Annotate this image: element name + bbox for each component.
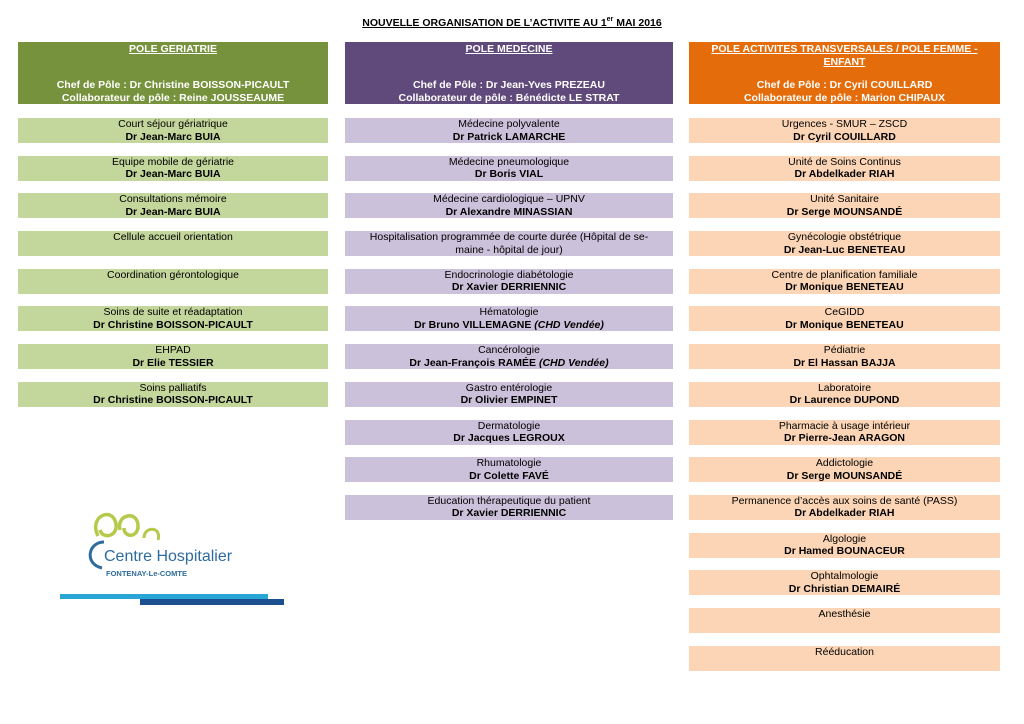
service-doctor: Dr Jean-Marc BUIA <box>125 130 221 143</box>
service-head <box>18 394 328 407</box>
service-name: Soins de suite et réadaptation <box>103 306 243 319</box>
service-name: Ophtalmologie <box>810 570 879 583</box>
pole-transversales-column <box>689 42 1000 683</box>
service-doctor: Dr Colette FAVÉ <box>469 469 549 482</box>
service-box <box>345 306 673 331</box>
service-name: Consultations mémoire <box>119 193 227 206</box>
service-name: Court séjour gériatrique <box>118 118 228 130</box>
service-doctor: Dr Pierre-Jean ARAGON <box>784 432 905 444</box>
service-name: Soins palliatifs <box>139 381 207 394</box>
service-box <box>689 231 1000 256</box>
pole-staff <box>693 79 996 104</box>
service-box <box>689 570 1000 595</box>
service-box <box>345 193 673 218</box>
service-name: Pédiatrie <box>823 344 866 357</box>
pole-title: POLE ACTIVITES TRANSVERSALES / POLE FEMME - ENFANT <box>711 43 978 68</box>
service-name: Rhumatologie <box>476 457 542 470</box>
pole-staff <box>22 79 324 104</box>
pole-collaborateur: Collaborateur de pôle : Bénédicte LE STRAT <box>398 91 620 104</box>
service-doctor: Dr Bruno VILLEMAGNE <box>414 318 532 331</box>
service-box <box>689 420 1000 445</box>
service-head <box>345 206 673 219</box>
service-box <box>345 118 673 143</box>
service-doctor: Dr Elie TESSIER <box>132 356 214 369</box>
service-box <box>689 495 1000 520</box>
service-head <box>689 357 1000 370</box>
service-doctor: Dr El Hassan BAJJA <box>793 356 896 369</box>
service-head <box>345 281 673 294</box>
service-doctor: Dr Cyril COUILLARD <box>793 130 896 143</box>
service-name: Algologie <box>822 532 867 545</box>
service-head <box>689 394 1000 407</box>
service-doctor: Dr Abdelkader RIAH <box>794 168 895 181</box>
service-head <box>18 357 328 370</box>
service-head <box>345 357 673 370</box>
service-name: Centre de planification familiale <box>771 268 918 281</box>
logo-line1: Centre Hospitalier <box>104 548 233 565</box>
service-box <box>689 457 1000 482</box>
service-doctor: Dr Christine BOISSON-PICAULT <box>93 394 253 407</box>
service-doctor: Dr Xavier DERRIENNIC <box>451 507 567 520</box>
pole-title: POLE MEDECINE <box>465 43 553 55</box>
service-head <box>689 507 1000 520</box>
service-name: Dermatologie <box>477 419 541 432</box>
service-name: Pharmacie à usage intérieur <box>778 419 911 432</box>
service-doctor: Dr Jean-François RAMÉE <box>409 356 537 369</box>
service-doctor: Dr Jean-Marc BUIA <box>125 205 221 218</box>
service-box <box>689 156 1000 181</box>
service-head <box>345 470 673 483</box>
service-list <box>345 118 673 520</box>
service-name: Médecine polyvalente <box>458 118 560 130</box>
service-box <box>345 269 673 294</box>
service-box <box>689 646 1000 671</box>
pole-header <box>18 42 328 104</box>
pole-geriatrie-column <box>18 42 328 420</box>
service-doctor: Dr Christine BOISSON-PICAULT <box>93 318 253 331</box>
service-box <box>689 118 1000 143</box>
service-head <box>18 131 328 144</box>
service-head <box>689 168 1000 181</box>
service-name: Cancérologie <box>478 344 540 357</box>
pole-chef: Chef de Pôle : Dr Jean-Yves PREZEAU <box>413 79 605 91</box>
title-superscript: er <box>606 16 614 23</box>
service-name: Equipe mobile de gériatrie <box>112 155 234 168</box>
service-name: CeGIDD <box>824 306 865 319</box>
service-head <box>689 281 1000 294</box>
service-doctor: Dr Boris VIAL <box>474 168 544 181</box>
service-head <box>345 432 673 445</box>
service-box <box>689 269 1000 294</box>
service-head <box>18 319 328 332</box>
service-head <box>689 470 1000 483</box>
service-name: Addictologie <box>815 457 874 470</box>
service-name: Coordination gérontologique <box>107 268 239 281</box>
service-name: Gastro entérologie <box>465 381 553 394</box>
pole-chef: Chef de Pôle : Dr Cyril COUILLARD <box>756 79 933 91</box>
service-doctor: Dr Abdelkader RIAH <box>794 507 895 520</box>
service-box <box>18 193 328 218</box>
service-name: Urgences - SMUR – ZSCD <box>781 118 908 130</box>
service-box <box>689 533 1000 558</box>
service-name: Médecine cardiologique – UPNV <box>433 193 585 206</box>
service-head <box>689 206 1000 219</box>
service-name: EHPAD <box>155 344 191 357</box>
service-name: Unité de Soins Continus <box>788 155 901 168</box>
service-doctor: Dr Olivier EMPINET <box>460 394 558 407</box>
pole-chef: Chef de Pôle : Dr Christine BOISSON-PICAULT <box>56 79 290 91</box>
service-name: Anesthésie <box>818 607 871 620</box>
service-doctor-note: (CHD Vendée) <box>531 318 604 331</box>
service-doctor: Dr Christian DEMAIRÉ <box>788 582 901 595</box>
title-main: NOUVELLE ORGANISATION DE L’ACTIVITE AU 1 <box>362 17 607 29</box>
service-name: Gynécologie obstétrique <box>787 231 902 244</box>
service-box <box>345 156 673 181</box>
service-box <box>18 382 328 407</box>
service-name: Hospitalisation programmée de courte durée (Hôpital de se-maine - hôpital de jour) <box>369 231 649 256</box>
service-doctor: Dr Patrick LAMARCHE <box>452 130 566 143</box>
service-doctor: Dr Jean-Marc BUIA <box>125 168 221 181</box>
service-box <box>689 306 1000 331</box>
pole-collaborateur: Collaborateur de pôle : Reine JOUSSEAUME <box>61 91 285 104</box>
service-name: Permanence d’accès aux soins de santé (PASS) <box>731 494 958 507</box>
service-head <box>18 206 328 219</box>
service-head <box>689 545 1000 558</box>
pole-header <box>689 42 1000 104</box>
service-head <box>689 131 1000 144</box>
service-head <box>345 168 673 181</box>
service-name: Endocrinologie diabétologie <box>444 268 574 281</box>
service-list <box>689 118 1000 671</box>
service-box <box>18 118 328 143</box>
title-end: MAI 2016 <box>613 17 662 29</box>
service-box <box>689 608 1000 633</box>
service-doctor: Dr Serge MOUNSANDÉ <box>786 205 903 218</box>
service-box <box>345 420 673 445</box>
pole-staff <box>349 79 669 104</box>
service-name: Unité Sanitaire <box>810 193 879 206</box>
service-box <box>345 495 673 520</box>
service-box <box>345 457 673 482</box>
service-name: Médecine pneumologique <box>448 155 570 168</box>
service-head <box>345 394 673 407</box>
service-box <box>689 382 1000 407</box>
service-head <box>345 319 673 332</box>
service-box <box>18 344 328 369</box>
service-list <box>18 118 328 407</box>
pole-collaborateur: Collaborateur de pôle : Marion CHIPAUX <box>743 91 946 104</box>
service-head <box>689 432 1000 445</box>
service-box <box>689 344 1000 369</box>
service-box <box>18 306 328 331</box>
service-box <box>345 382 673 407</box>
service-name: Hématologie <box>479 306 539 319</box>
service-head <box>345 131 673 144</box>
service-doctor: Dr Alexandre MINASSIAN <box>445 205 573 218</box>
service-doctor: Dr Jacques LEGROUX <box>453 432 565 444</box>
service-name: Education thérapeutique du patient <box>427 494 591 507</box>
service-box <box>18 156 328 181</box>
service-head <box>18 168 328 181</box>
pole-title: POLE GERIATRIE <box>129 43 217 55</box>
service-doctor: Dr Monique BENETEAU <box>785 281 904 294</box>
service-doctor: Dr Hamed BOUNACEUR <box>784 545 905 558</box>
service-head <box>689 244 1000 257</box>
document-title <box>0 16 1024 29</box>
service-box <box>18 231 328 256</box>
service-doctor: Dr Serge MOUNSANDÉ <box>786 469 903 482</box>
logo-line2: FONTENAY-Le-COMTE <box>106 569 187 578</box>
hospital-logo <box>58 506 288 614</box>
service-name: Cellule accueil orientation <box>113 231 233 244</box>
service-doctor-note: (CHD Vendée) <box>536 356 609 369</box>
service-head <box>345 507 673 520</box>
service-head <box>689 319 1000 332</box>
service-head <box>689 583 1000 596</box>
service-doctor: Dr Xavier DERRIENNIC <box>451 281 567 294</box>
service-box <box>689 193 1000 218</box>
service-doctor: Dr Monique BENETEAU <box>785 318 904 331</box>
service-name: Laboratoire <box>817 381 872 394</box>
service-box <box>345 231 673 256</box>
pole-header <box>345 42 673 104</box>
service-name: Rééducation <box>815 645 874 658</box>
service-box <box>345 344 673 369</box>
pole-medecine-column <box>345 42 673 533</box>
service-doctor: Dr Laurence DUPOND <box>789 394 900 407</box>
service-doctor: Dr Jean-Luc BENETEAU <box>783 243 906 256</box>
service-box <box>18 269 328 294</box>
